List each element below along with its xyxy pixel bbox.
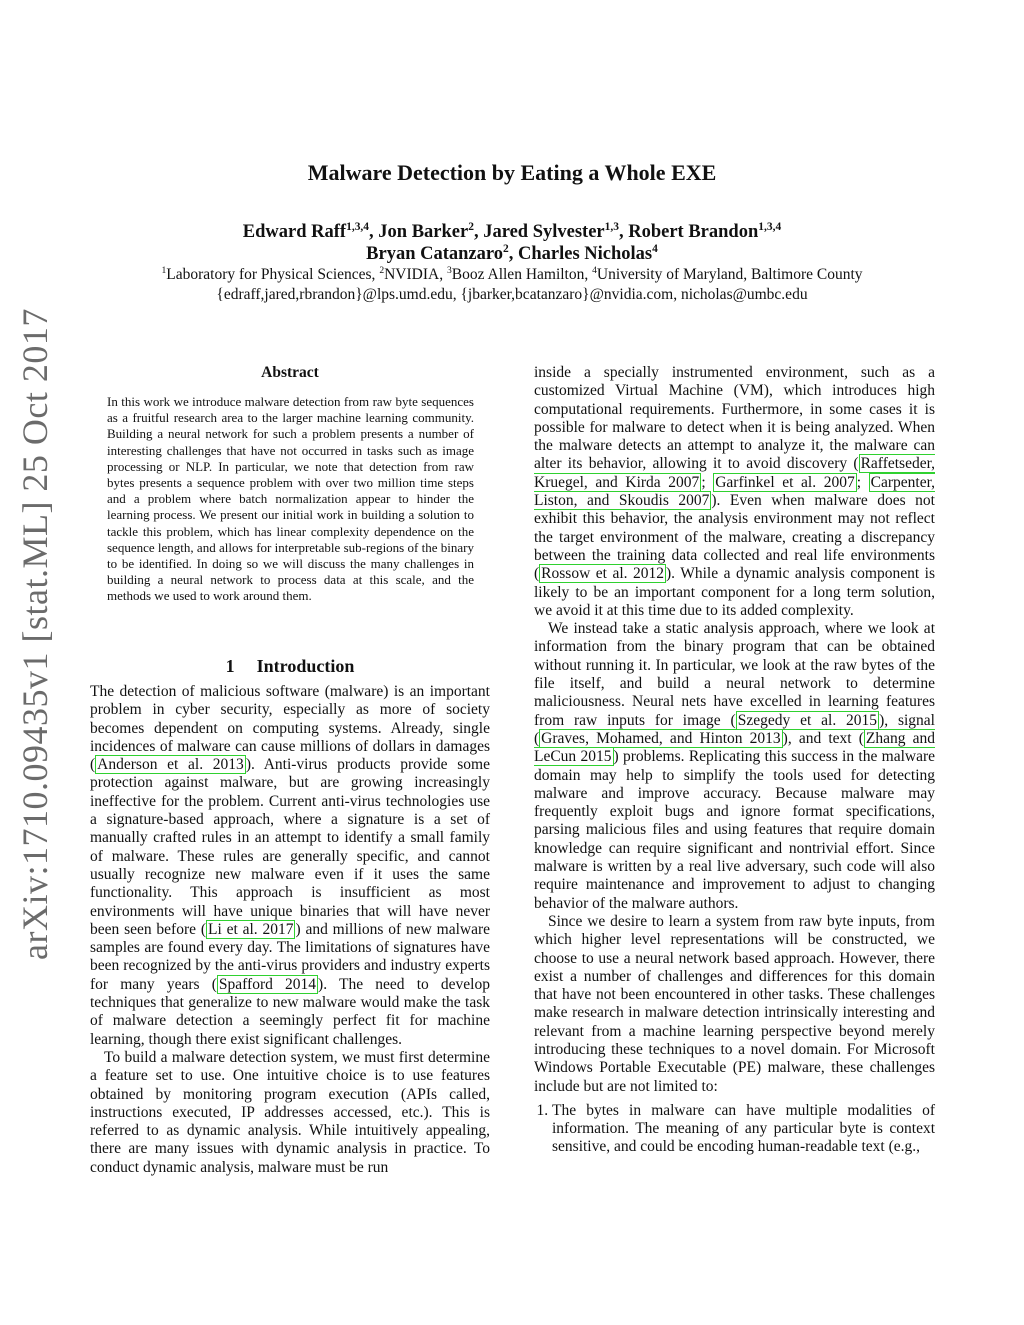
citation-link[interactable]: Garfinkel et al. 2007 bbox=[715, 473, 855, 491]
affiliation-marker: 4 bbox=[652, 242, 658, 255]
affiliation-name: University of Maryland, Baltimore County bbox=[596, 266, 863, 283]
author-name: Jon Barker bbox=[378, 222, 469, 242]
section-title: Introduction bbox=[256, 656, 355, 676]
authors-line-2: Bryan Catanzaro$^2$, Charles Nicholas$^4$ bbox=[366, 242, 658, 264]
intro-paragraph-1: The detection of malicious software (malware) is an important problem in cyber security, especially as more of society becomes dependent on computing systems. Already, single incidences of malware can cause millions of dollars in damages ( Anderson et al. 2013 ). Anti-virus products provide some protection against malware, but are growing increasingly ineffective for the problem. Current anti-virus technologies use a signature-based approach, where a signature is a set of manually crafted rules in an attempt to identify a small family of malware. These rules are generally specific, and cannot usually recognize new malware even if it uses the same functionality. This approach is insufficient as most environments will have unique binaries that will have never been seen before ( Li et al. 2017 ) and millions of new malware samples are found every day. The limitations of signatures have been recognized by the anti-virus providers and industry experts for many years ( Spafford 2014 ). The need to develop techniques that generalize to new malware would make the task of malware detection a seemingly perfect fit for machine learning, though there exist significant challenges. bbox=[90, 683, 490, 1048]
intro-paragraph-4: We instead take a static analysis approach, where we look at information from the binary program that can be obtained without running it. In particular, we look at the raw bytes of the file itself, and build a neural network to determine maliciousness. Neural nets have excelled in learning features from raw inputs for image ( Szegedy et al. 2015 ), signal ( Graves, Mohamed, and Hinton 2013 ), and text ( Zhang and LeCun 2015 ) problems. Replicating this success in the malware domain may help to simplify the tools used for detecting malware and improve accuracy. Because malware may frequently exploit bugs and ignore format specifications, parsing malicious files and using features that require domain knowledge can require significant and nontrivial effort. Since malware is written by a real live adversary, such code will also require maintenance and improvement to adjust to changing behavior of the malware authors. bbox=[534, 620, 936, 912]
citation-link[interactable]: Spafford 2014 bbox=[218, 975, 317, 993]
citation-link[interactable]: Szegedy et al. 2015 bbox=[737, 711, 878, 729]
affiliation-name: Laboratory for Physical Sciences, bbox=[166, 266, 380, 283]
intro-paragraph-3: inside a specially instrumented environment, such as a customized Virtual Machine (VM), which introduces high computational requirements. Furthermore, in some cases it is possible for malware to detect when it is being analyzed. When the malware detects an attempt to analyze it, the malware can alter its behavior, allowing it to avoid discovery ( Raffetseder, Kruegel, and Kirda 2007 ; Garfinkel et al. 2007 ; Carpenter, Liston, and Skoudis 2007 ). Even when malware does not exhibit this behavior, the analysis environment may not reflect the target environment of the malware, creating a discrepancy between the training data collected and real life environments ( Rossow et al. 2012 ). While a dynamic analysis component is likely to be an important component for a long term solution, we avoid it at this time due to its added complexity. bbox=[534, 364, 936, 619]
author-emails: {edraff,jared,rbrandon}@lps.umd.edu, {jbarker,bcatanzaro}@nvidia.com, nicholas@umbc.edu bbox=[216, 286, 808, 303]
affiliations bbox=[0, 266, 1024, 284]
citation-link[interactable]: Graves, Mohamed, and Hinton 2013 bbox=[541, 729, 781, 747]
right-column bbox=[534, 364, 935, 1157]
affiliation-marker: 4 bbox=[592, 264, 597, 276]
abstract-heading: Abstract bbox=[261, 364, 319, 381]
citation-link[interactable]: Carpenter, Liston, and Skoudis 2007 bbox=[534, 473, 936, 510]
arxiv-identifier-stamp: arXiv:1710.09435v1 [stat.ML] 25 Oct 2017 bbox=[15, 308, 55, 960]
left-column bbox=[90, 683, 490, 1177]
author-name: Robert Brandon bbox=[628, 222, 759, 242]
affiliation-marker: 1,3,4 bbox=[346, 220, 370, 233]
citation-link[interactable]: Raffetseder, Kruegel, and Kirda 2007 bbox=[534, 455, 935, 491]
citation-link[interactable]: Zhang and LeCun 2015 bbox=[534, 729, 936, 766]
affiliation-marker: 2 bbox=[468, 220, 474, 233]
citation-link[interactable]: Rossow et al. 2012 bbox=[541, 565, 664, 583]
list-item: 1. The bytes in malware can have multiple modalities of information. The meaning of any particular byte is context sensitive, and could be encoding human-readable text (e.g., bbox=[552, 1102, 935, 1157]
intro-paragraph-2: To build a malware detection system, we must first determine a feature set to use. One intuitive choice is to use features obtained by monitoring program execution (APIs called, instructions executed, IP addresses accessed, etc.). This is referred to as dynamic analysis. While intuitively appealing, there are many issues with dynamic analysis in practice. To conduct dynamic analysis, malware must be run bbox=[90, 1048, 490, 1176]
affiliation-name: NVIDIA, bbox=[384, 266, 447, 283]
section-number: 1 bbox=[225, 656, 235, 676]
paper-title: Malware Detection by Eating a Whole EXE bbox=[307, 160, 717, 185]
affiliation-marker: 3 bbox=[446, 264, 452, 276]
affiliation-marker: 1,3,4 bbox=[758, 220, 782, 233]
citation-link[interactable]: Anderson et al. 2013 bbox=[97, 756, 244, 774]
author-name: Charles Nicholas bbox=[518, 244, 653, 264]
affiliation-name: Booz Allen Hamilton, bbox=[451, 266, 593, 283]
abstract-text: In this work we introduce malware detection from raw byte sequences as a fruitful research area to the larger machine learning community. Building a neural network for such a problem presents a number of interesting challenges that have not occurred in tasks such as image processing or NLP. In particular, we note that detection from raw bytes presents a sequence problem with over two million time steps and a problem where batch normalization appear to hinder the learning process. We present our initial work in building a solution to tackle this problem, which has linear complexity dependence on the sequence length, and allows for interpretable sub-regions of the binary to be identified. In doing so we will discuss the many challenges in building a neural network to process data at this scale, and the methods we used to work around them. bbox=[107, 394, 474, 604]
section-heading-introduction bbox=[90, 656, 490, 677]
citation-link[interactable]: Li et al. 2017 bbox=[208, 920, 294, 938]
challenges-list bbox=[534, 1102, 935, 1157]
affiliation-marker: 2 bbox=[503, 242, 509, 255]
authors-line-1: Edward Raff$^{1,3,4}$, Jon Barker$^2$, Jared Sylvester$^{1,3}$, Robert Brandon$^{1,3,4}$ bbox=[242, 220, 782, 242]
affiliation-marker: 1 bbox=[161, 264, 167, 276]
intro-paragraph-5: Since we desire to learn a system from raw byte inputs, from which higher level representations will be constructed, we choose to use a neural network based approach. However, there exist a number of challenges and differences for this domain that have not been encountered in other tasks. These challenges make research in malware detection intrinsically interesting and relevant from a machine learning perspective beyond merely introducing these techniques to a novel domain. For Microsoft Windows Portable Executable (PE) malware, these challenges include but are not limited to: bbox=[534, 912, 935, 1095]
author-name: Bryan Catanzaro bbox=[366, 244, 504, 264]
author-name: Edward Raff bbox=[242, 222, 347, 242]
author-name: Jared Sylvester bbox=[483, 222, 605, 242]
affiliation-marker: 1,3 bbox=[604, 220, 619, 233]
affiliation-marker: 2 bbox=[379, 264, 385, 276]
